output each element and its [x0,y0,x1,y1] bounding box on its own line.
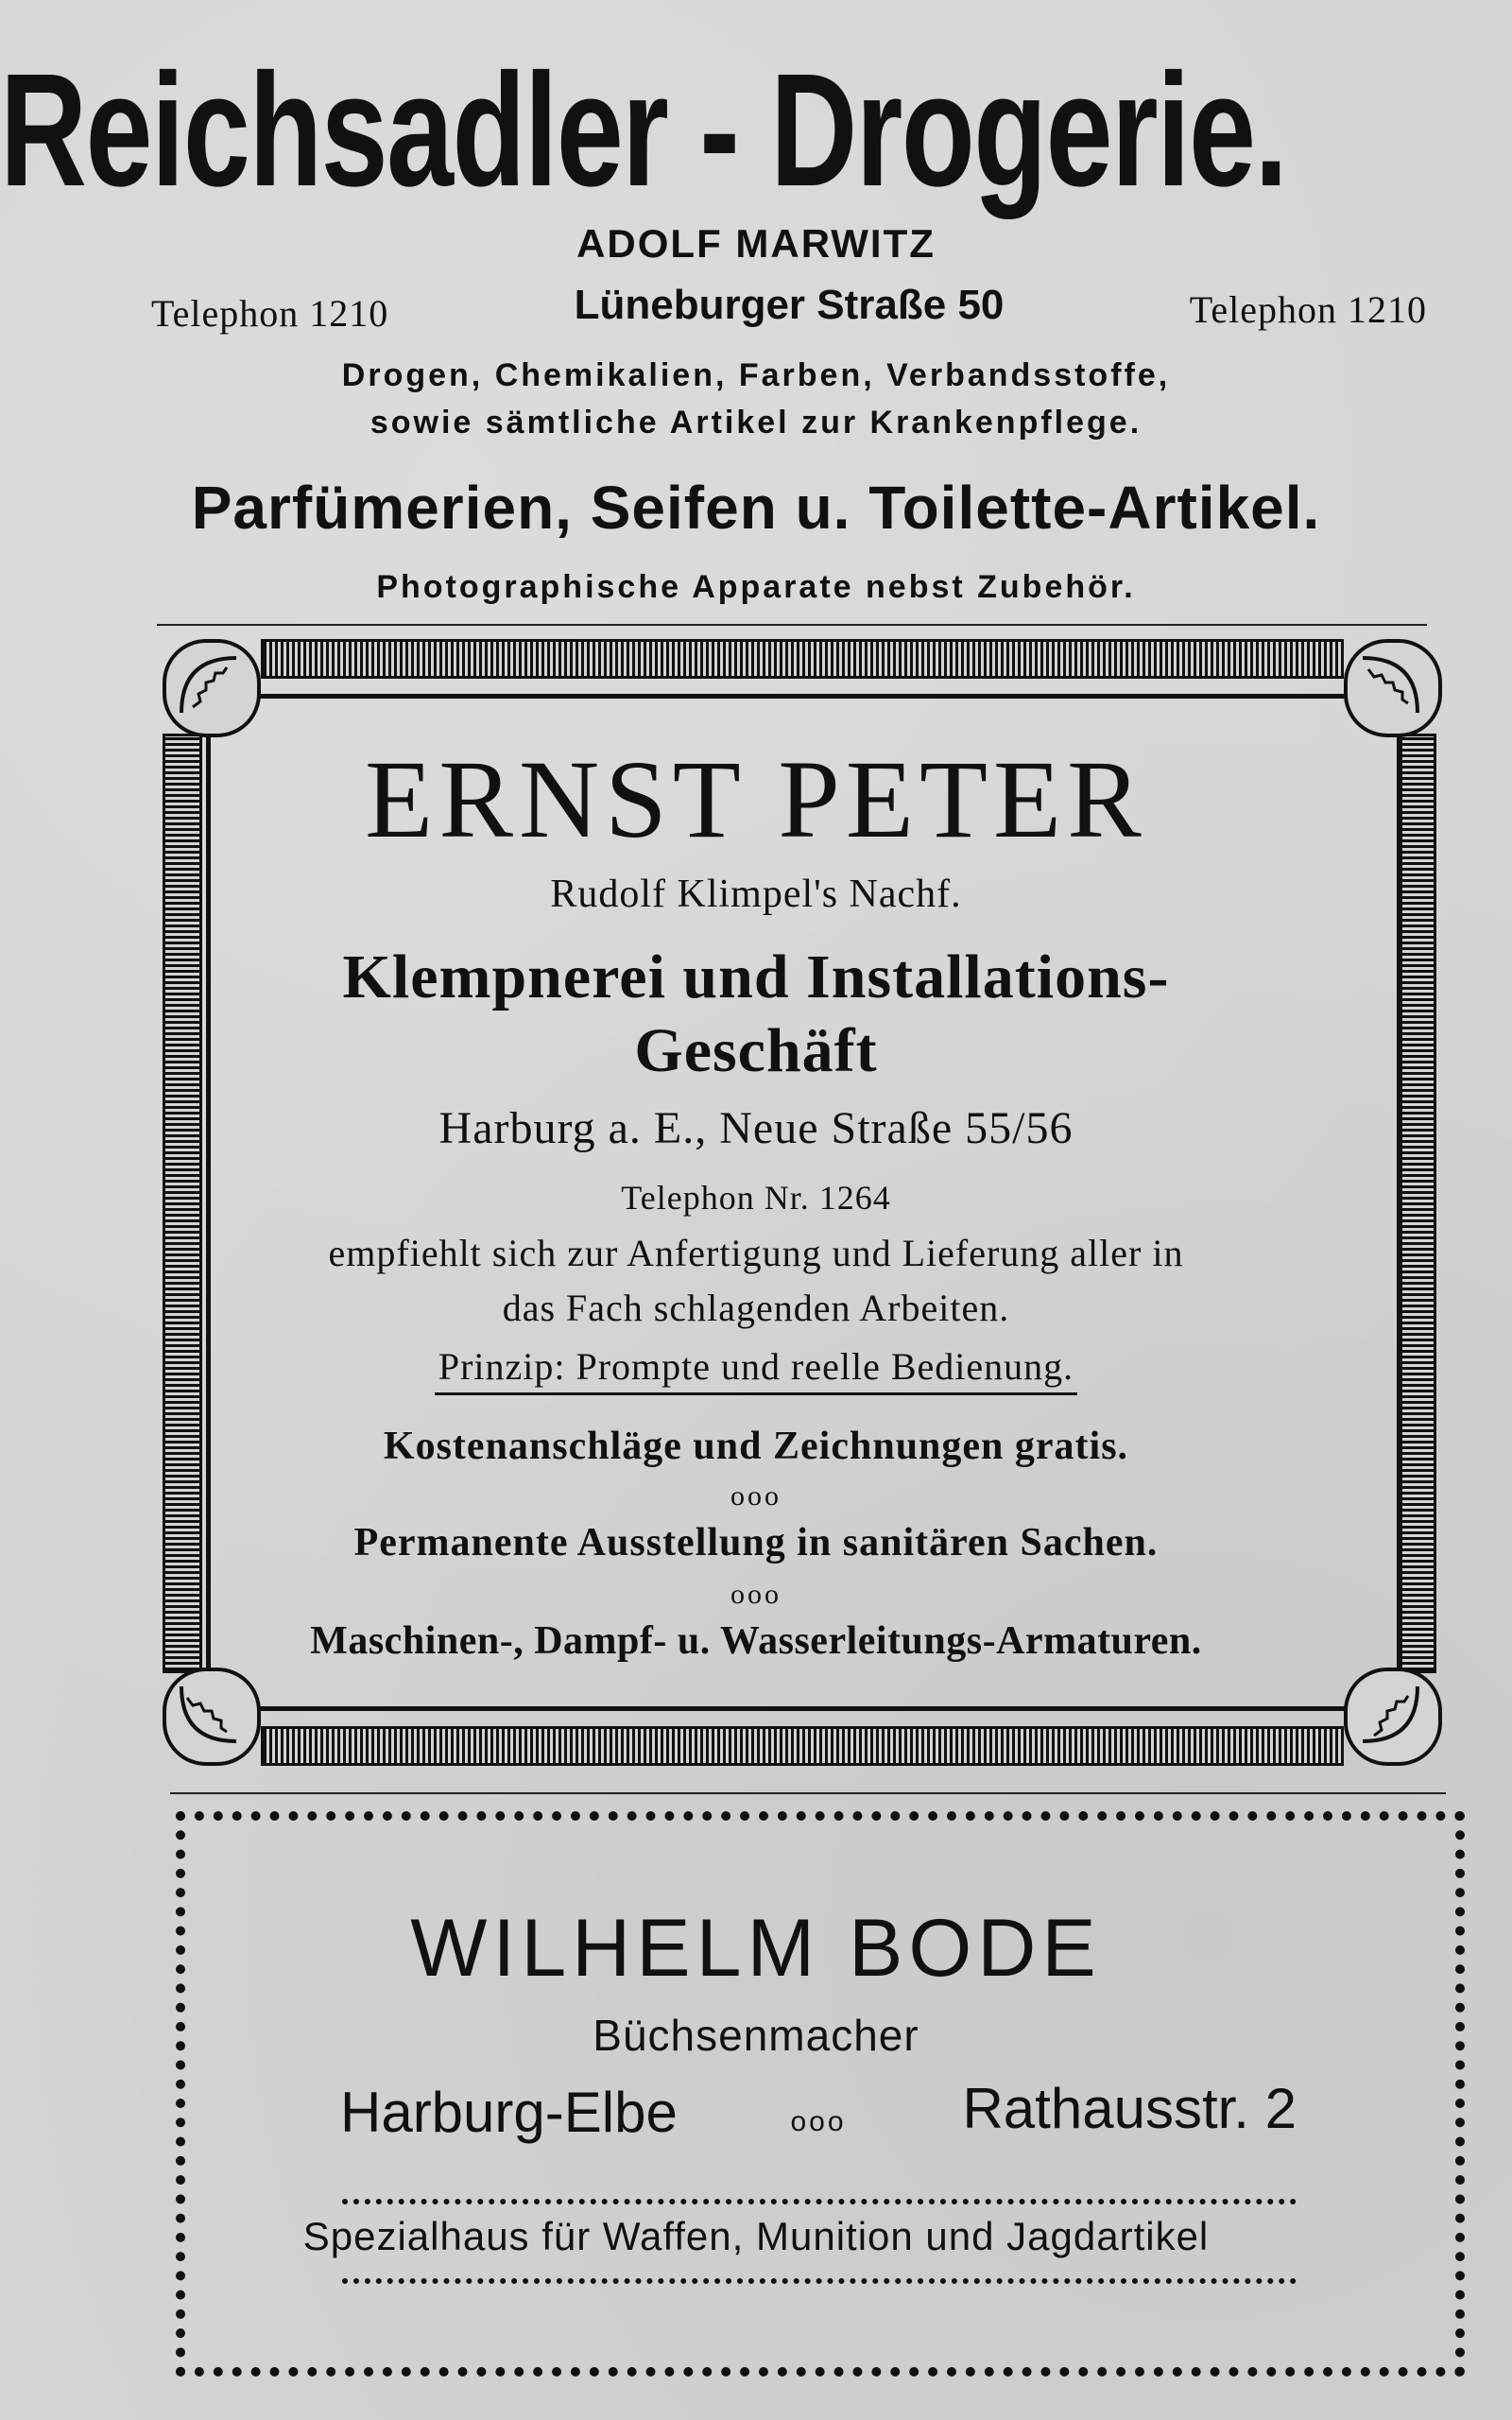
ernst-peter-offer-3: Maschinen-, Dampf- u. Wasserleitungs-Armaturen. [310,1619,1202,1663]
drogerie-title: Reichsadler - Drogerie. [0,41,1287,220]
section-divider [170,1792,1446,1794]
frame-corner-ornament [1344,1668,1442,1766]
section-divider [157,624,1427,626]
dotted-rule [342,2278,1297,2284]
ernst-peter-offer-2: Permanente Ausstellung in sanitären Sachen. [353,1521,1159,1564]
frame-corner-ornament [163,1668,261,1766]
frame-bar-bottom [261,1726,1344,1766]
ernst-peter-address: Harburg a. E., Neue Straße 55/56 [438,1103,1074,1153]
drogerie-goods-line-1: Drogen, Chemikalien, Farben, Verbandsstoffe, [341,357,1171,393]
drogerie-goods-line-2: sowie sämtliche Artikel zur Krankenpflege. [369,405,1143,441]
bode-specialty: Spezialhaus für Waffen, Munition und Jagdartikel [302,2214,1210,2258]
drogerie-address: Lüneburger Straße 50 [574,282,1005,328]
drogerie-phone-left: Telephon 1210 [151,292,389,335]
ernst-peter-description-line-2: das Fach schlagenden Arbeiten. [502,1287,1010,1329]
ernst-peter-name: ERNST PETER [365,737,1147,861]
drogerie-photo-line: Photographische Apparate nebst Zubehör. [376,569,1136,605]
ornament-separator: ooo [790,2106,847,2137]
bode-address-row [340,2077,1297,2146]
bode-city: Harburg-Elbe [340,2081,678,2144]
dotted-rule [342,2199,1297,2204]
ernst-peter-motto-wrap [0,1344,1512,1395]
drogerie-contact-row [151,282,1427,338]
drogerie-phone-right: Telephon 1210 [1189,288,1427,331]
bode-street: Rathausstr. 2 [962,2077,1297,2140]
ernst-peter-phone: Telephon Nr. 1264 [621,1179,891,1217]
drogerie-owner: ADOLF MARWITZ [576,221,936,266]
ernst-peter-motto: Prinzip: Prompte und reelle Bedienung. [435,1344,1077,1395]
ernst-peter-successor: Rudolf Klimpel's Nachf. [550,873,962,916]
frame-corner-ornament [163,639,261,737]
bode-trade: Büchsenmacher [593,2011,919,2060]
drogerie-perfume-line: Parfümerien, Seifen u. Toilette-Artikel. [191,474,1321,542]
ernst-peter-trade-line-1: Klempnerei und Installations- [342,942,1170,1011]
ernst-peter-description-line-1: empfiehlt sich zur Anfertigung und Lieferung aller in [328,1232,1184,1274]
ernst-peter-offer-1: Kostenanschläge und Zeichnungen gratis. [383,1425,1129,1468]
ornament-separator: ooo [730,1579,782,1610]
frame-bar-top [261,639,1344,679]
bode-name: WILHELM BODE [410,1903,1102,1994]
frame-corner-ornament [1344,639,1442,737]
ernst-peter-trade-line-2: Geschäft [634,1016,878,1085]
ornament-separator: ooo [730,1480,782,1512]
